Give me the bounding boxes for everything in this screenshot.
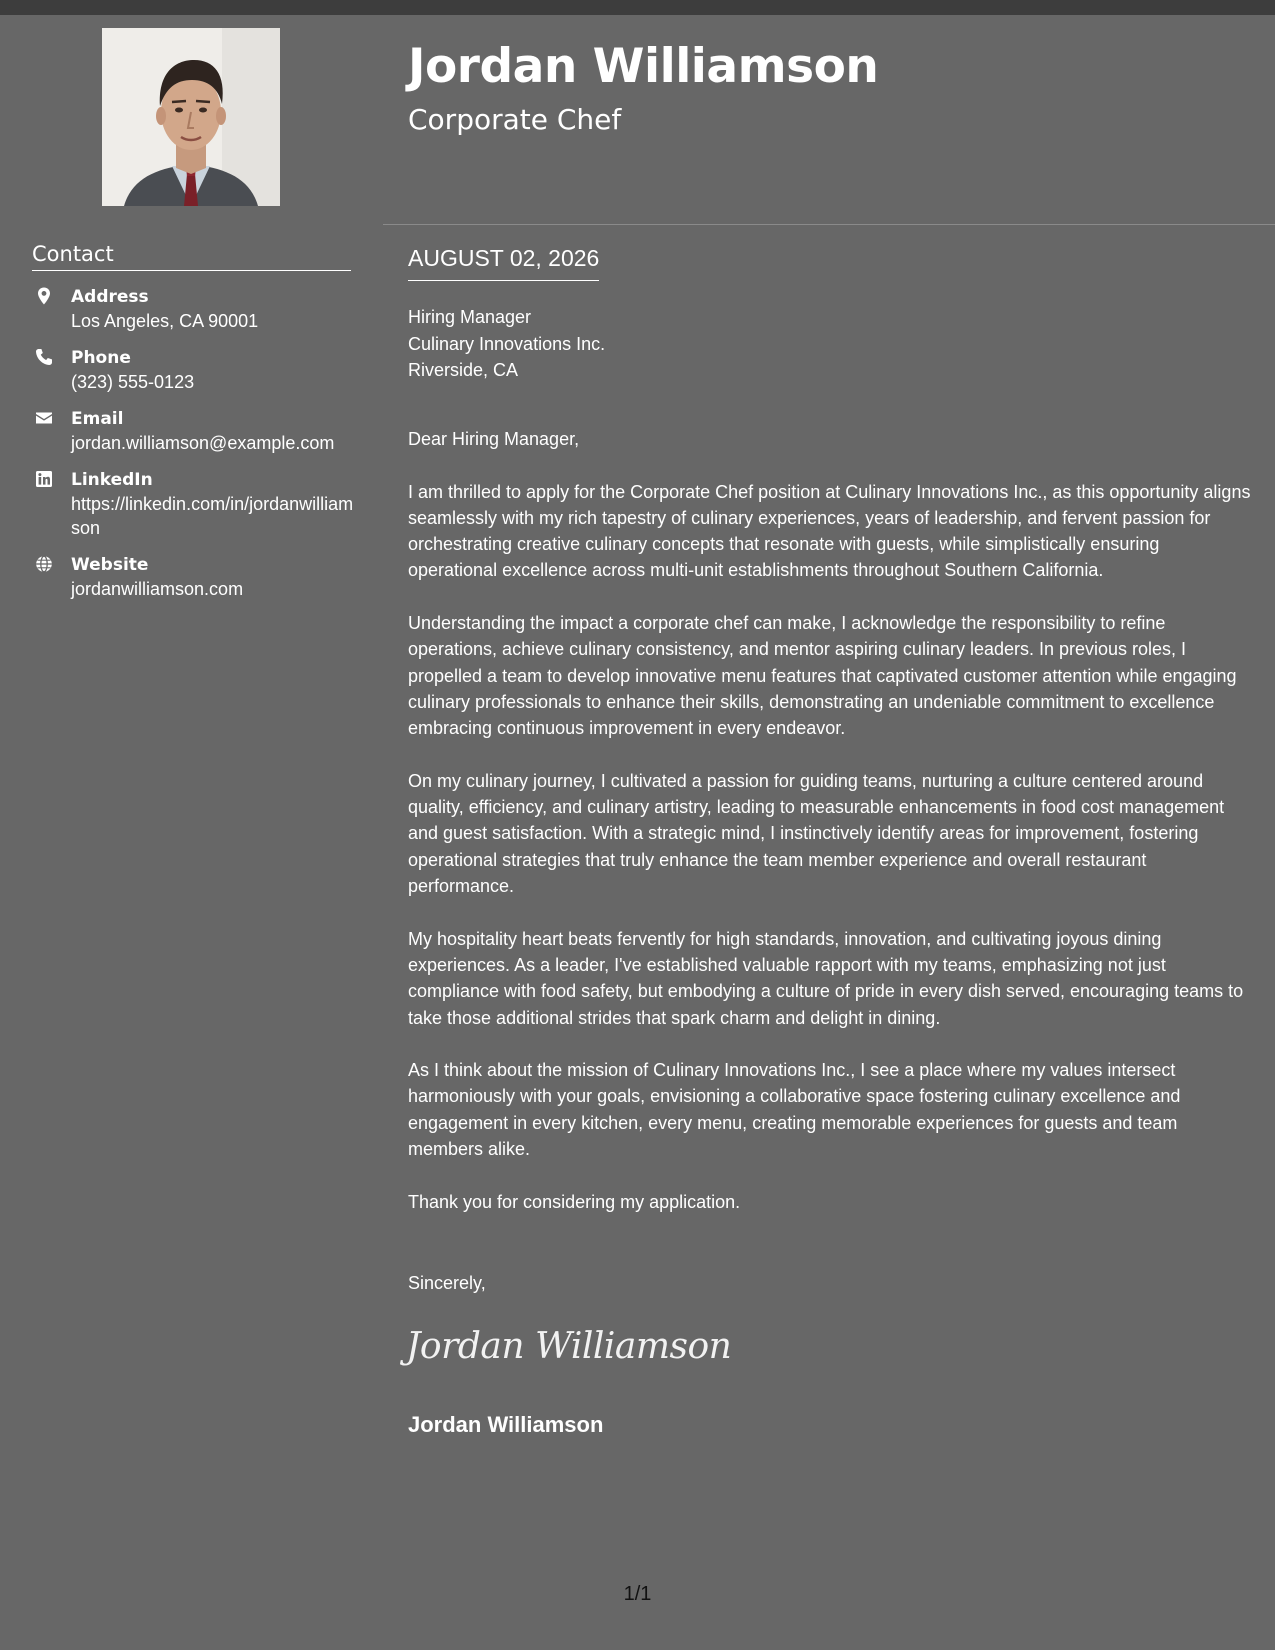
closing: Sincerely,	[408, 1273, 486, 1293]
applicant-name: Jordan Williamson	[408, 39, 879, 94]
contact-website	[32, 553, 362, 601]
globe-icon	[35, 555, 53, 573]
linkedin-icon	[35, 470, 53, 488]
recipient-block	[408, 304, 605, 384]
contact-value: jordan.williamson@example.com	[71, 433, 335, 453]
letter-paragraph: Thank you for considering my application.	[408, 1191, 741, 1212]
salutation: Dear Hiring Manager,	[408, 429, 580, 449]
recipient-line: Hiring Manager	[408, 307, 532, 327]
contact-linkedin	[32, 468, 362, 540]
letter-date: AUGUST 02, 2026	[408, 245, 599, 281]
letter-paragraph: Understanding the impact a corporate chef can make, I acknowledge the responsibility to refine operations, achieve culinary consistency, and mentor aspiring culinary leaders. In previous roles, I propelled a team to develop innovative menu features that captivated customer attention while engaging culinary professionals to enhance their skills, demonstrating an undeniable commitment to excellence embracing continuous improvement in every endeavor.	[408, 613, 1237, 739]
cover-letter-page	[0, 15, 1275, 1650]
contact-label: Phone	[71, 348, 131, 368]
contact-address	[32, 285, 362, 333]
top-bar	[0, 0, 1275, 15]
letter-paragraph: My hospitality heart beats fervently for high standards, innovation, and cultivating joyous dining experiences. As a leader, I've established valuable rapport with my teams, emphasizing not just compliance with food safety, but embodying a culture of pride in every dish served, encouraging teams to take those additional strides that spark charm and delight in dining.	[408, 928, 1244, 1028]
recipient-line: Culinary Innovations Inc.	[408, 333, 606, 354]
contact-list	[32, 285, 362, 614]
contact-phone	[32, 346, 362, 394]
envelope-icon	[35, 409, 53, 427]
location-pin-icon	[35, 287, 53, 305]
contact-label: Address	[71, 287, 149, 307]
contact-label: Website	[71, 555, 149, 575]
contact-label: Email	[71, 409, 124, 429]
letter-paragraph: I am thrilled to apply for the Corporate Chef position at Culinary Innovations Inc., as this opportunity aligns seamlessly with my rich tapestry of culinary experiences, years of leadership, and fervent passion for orchestrating creative culinary concepts that resonate with guests, while simplistically ensuring operational excellence across multi-unit establishments throughout Southern California.	[408, 481, 1251, 581]
avatar	[102, 28, 280, 206]
phone-icon	[35, 348, 53, 366]
header-divider	[383, 224, 1275, 225]
contact-value[interactable]: https://linkedin.com/in/jordanwilliamson	[71, 494, 354, 538]
signer-name: Jordan Williamson	[408, 1412, 604, 1437]
letter-paragraph: As I think about the mission of Culinary Innovations Inc., I see a place where my values intersect harmoniously with your goals, envisioning a collaborative space fostering culinary excellence and engagement in every kitchen, every menu, creating memorable experiences for guests and team members alike.	[408, 1060, 1181, 1160]
contact-value: (323) 555-0123	[71, 372, 195, 392]
recipient-line: Riverside, CA	[408, 360, 519, 380]
letter-body	[408, 426, 1253, 1241]
contact-label: LinkedIn	[71, 470, 153, 490]
profile-photo	[102, 28, 280, 206]
contact-heading: Contact	[32, 242, 351, 271]
page-number: 1/1	[623, 1583, 652, 1605]
letter-paragraph: On my culinary journey, I cultivated a passion for guiding teams, nurturing a culture centered around quality, efficiency, and culinary artistry, leading to measurable enhancements in food cost management and guest satisfaction. With a strategic mind, I instinctively identify areas for improvement, fostering operational strategies that truly enhance the team member experience and overall restaurant performance.	[408, 770, 1225, 897]
signature: Jordan Williamson	[406, 1326, 732, 1367]
contact-value[interactable]: jordanwilliamson.com	[71, 579, 244, 599]
job-title: Corporate Chef	[408, 103, 622, 136]
contact-value: Los Angeles, CA 90001	[71, 311, 259, 331]
contact-email	[32, 407, 362, 455]
